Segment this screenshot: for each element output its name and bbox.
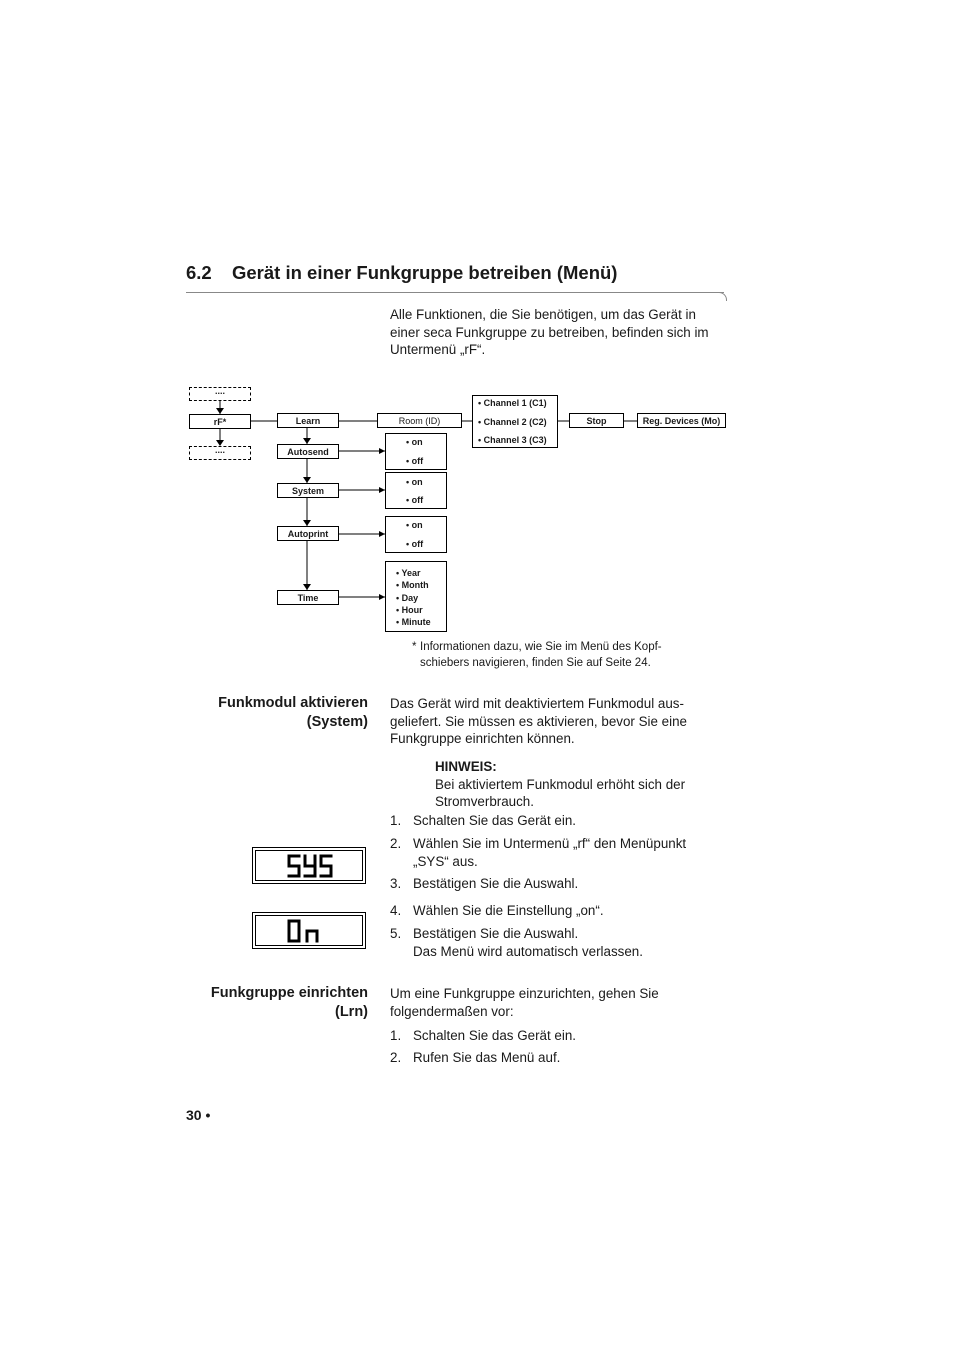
channel-option: • Channel 2 (C2)	[478, 417, 547, 427]
funkgruppe-title	[150, 984, 368, 1022]
funkmodul-paragraph	[390, 695, 687, 748]
title-line: Funkmodul aktivieren	[218, 695, 368, 711]
step-text	[413, 925, 713, 960]
funkgruppe-paragraph	[390, 985, 659, 1020]
menu-box-label: Stop	[586, 415, 607, 426]
step-number: 3.	[390, 876, 402, 891]
menu-box-label: Room (ID)	[398, 415, 441, 426]
funkmodul-title	[150, 694, 368, 732]
section-number: 6.2	[186, 262, 212, 283]
title-line: (System)	[306, 714, 368, 730]
menu-box-label: rF*	[213, 416, 227, 427]
menu-box-label: Reg. Devices (Mo)	[642, 415, 721, 426]
lcd-display-on	[252, 912, 366, 949]
note-block	[435, 758, 685, 811]
autoprint-options-box	[385, 516, 447, 553]
menu-box-room-id	[377, 413, 462, 428]
step-line: „SYS“ aus.	[413, 853, 478, 869]
step-number: 4.	[390, 903, 402, 918]
menu-box-autosend	[277, 444, 339, 459]
option-on: • on	[406, 520, 423, 530]
channel-option: • Channel 3 (C3)	[478, 435, 547, 445]
step-line: Wählen Sie im Untermenü „rf“ den Menüpunkt	[413, 836, 687, 851]
note-line: Stromverbrauch.	[435, 794, 534, 809]
page-number: 30 •	[186, 1107, 211, 1123]
step-number: 5.	[390, 926, 402, 941]
dots-label: ....	[214, 445, 225, 455]
note-title: HINWEIS:	[435, 759, 497, 774]
lcd-segment-text	[287, 854, 337, 880]
paragraph-line: Funkgruppe einrichten können.	[390, 731, 575, 746]
step-number: 2.	[390, 1050, 402, 1065]
option-month: • Month	[396, 580, 429, 590]
step-number: 2.	[390, 836, 402, 851]
intro-line: Untermenü „rF“.	[390, 342, 486, 357]
footnote-line: schiebers navigieren, finden Sie auf Seite 24.	[420, 657, 651, 669]
step-text: Schalten Sie das Gerät ein.	[413, 813, 577, 828]
menu-box-autoprint	[277, 526, 339, 541]
section-title: Gerät in einer Funkgruppe betreiben (Menü)	[232, 262, 618, 283]
channel-option: • Channel 1 (C1)	[478, 398, 547, 408]
channel-options-box	[472, 395, 558, 448]
intro-line: Alle Funktionen, die Sie benötigen, um das Gerät in	[390, 307, 696, 322]
menu-box-learn	[277, 413, 339, 428]
menu-box-label: System	[291, 485, 325, 496]
menu-box-time	[277, 590, 339, 605]
intro-line: einer seca Funkgruppe zu betreiben, befinden sich im	[390, 324, 709, 340]
title-line: Funkgruppe einrichten	[210, 985, 368, 1001]
footnote-line: Informationen dazu, wie Sie im Menü des Kopf-	[420, 641, 662, 653]
note-line: Bei aktiviertem Funkmodul erhöht sich der	[435, 776, 686, 792]
step-text: Rufen Sie das Menü auf.	[413, 1050, 561, 1065]
dots-label: ....	[214, 386, 225, 396]
option-off: • off	[406, 495, 424, 505]
option-minute: • Minute	[396, 617, 431, 627]
paragraph-line: Um eine Funkgruppe einzurichten, gehen Sie	[390, 986, 659, 1001]
time-options-box	[385, 561, 447, 632]
lcd-display-sys	[252, 847, 366, 884]
step-number: 1.	[390, 1028, 402, 1043]
option-day: • Day	[396, 593, 419, 603]
step-number: 1.	[390, 813, 402, 828]
footnote	[412, 639, 662, 671]
paragraph-line: folgendermaßen vor:	[390, 1003, 514, 1019]
dashed-placeholder-top	[189, 387, 251, 401]
option-off: • off	[406, 539, 424, 549]
menu-box-label: Autosend	[287, 446, 329, 457]
step-text: Bestätigen Sie die Auswahl.	[413, 876, 579, 891]
paragraph-line: geliefert. Sie müssen es aktivieren, bevor Sie eine	[390, 713, 687, 729]
lcd-segment-text	[287, 919, 327, 945]
menu-box-label: Autoprint	[287, 528, 329, 539]
option-hour: • Hour	[396, 605, 423, 615]
autosend-options-box	[385, 433, 447, 470]
paragraph-line: Das Gerät wird mit deaktiviertem Funkmodul aus-	[390, 696, 684, 711]
menu-box-stop	[569, 413, 624, 428]
menu-box-system	[277, 483, 339, 498]
menu-box-label: Learn	[295, 415, 321, 426]
step-text	[413, 835, 713, 870]
system-options-box	[385, 472, 447, 509]
footnote-star: *	[412, 641, 417, 653]
step-text: Wählen Sie die Einstellung „on“.	[413, 903, 604, 918]
option-on: • on	[406, 477, 423, 487]
menu-box-label: Time	[297, 592, 319, 603]
step-text: Schalten Sie das Gerät ein.	[413, 1028, 577, 1043]
option-on: • on	[406, 437, 423, 447]
dashed-placeholder-bottom	[189, 446, 251, 460]
menu-box-reg-devices	[637, 413, 726, 428]
option-year: • Year	[396, 568, 421, 578]
menu-box-rf	[189, 414, 251, 429]
option-off: • off	[406, 456, 424, 466]
title-line: (Lrn)	[334, 1004, 368, 1020]
step-line: Das Menü wird automatisch verlassen.	[413, 943, 643, 959]
step-line: Bestätigen Sie die Auswahl.	[413, 926, 579, 941]
